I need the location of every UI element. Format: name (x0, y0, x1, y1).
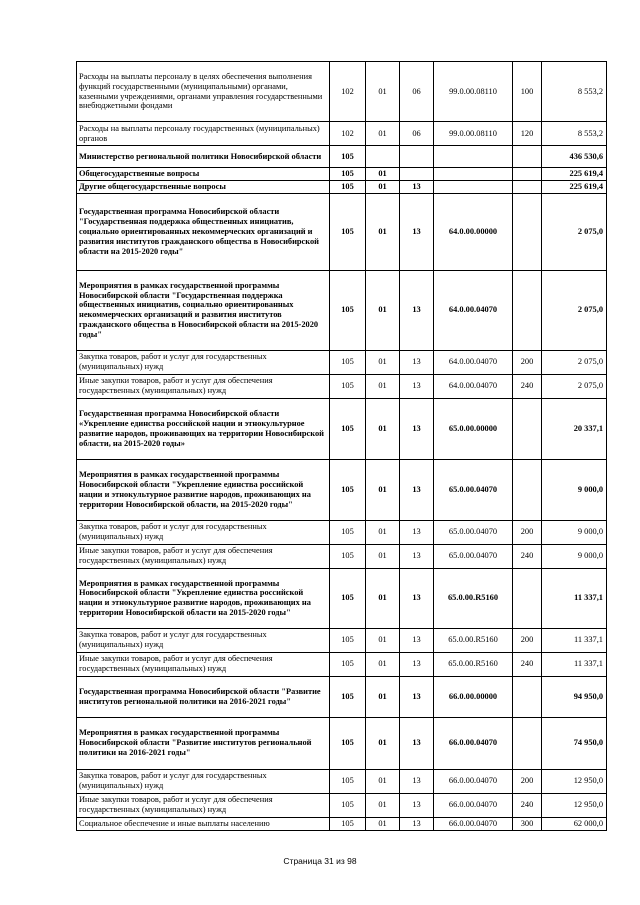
row-sum: 9 000,0 (542, 544, 607, 568)
row-target-article: 65.0.00.04070 (434, 459, 513, 520)
row-target-article: 66.0.00.04070 (434, 717, 513, 769)
row-expense-type: 200 (513, 628, 542, 652)
row-target-article: 64.0.00.00000 (434, 193, 513, 270)
row-sum: 9 000,0 (542, 459, 607, 520)
row-subsection-code: 13 (400, 793, 434, 817)
row-grbs-code: 105 (330, 676, 366, 717)
row-grbs-code: 105 (330, 146, 366, 168)
row-name: Иные закупки товаров, работ и услуг для обеспечения государственных (муниципальных) нужд (77, 652, 330, 676)
row-sum: 20 337,1 (542, 398, 607, 459)
row-section-code: 01 (366, 544, 400, 568)
row-name: Закупка товаров, работ и услуг для государственных (муниципальных) нужд (77, 628, 330, 652)
row-grbs-code: 105 (330, 769, 366, 793)
row-section-code: 01 (366, 676, 400, 717)
row-section-code: 01 (366, 817, 400, 830)
page-number: Страница 31 из 98 (283, 856, 357, 866)
row-subsection-code: 13 (400, 520, 434, 544)
row-subsection-code: 13 (400, 398, 434, 459)
row-subsection-code: 13 (400, 459, 434, 520)
row-grbs-code: 105 (330, 793, 366, 817)
row-sum: 2 075,0 (542, 374, 607, 398)
row-grbs-code: 105 (330, 717, 366, 769)
row-name: Государственная программа Новосибирской области "Развитие институтов региональной политики на 2016-2021 годы" (77, 676, 330, 717)
row-sum: 12 950,0 (542, 793, 607, 817)
row-name: Иные закупки товаров, работ и услуг для обеспечения государственных (муниципальных) нужд (77, 793, 330, 817)
row-expense-type: 100 (513, 62, 542, 122)
row-sum: 11 337,1 (542, 568, 607, 628)
row-section-code: 01 (366, 568, 400, 628)
table-row (77, 374, 607, 398)
row-expense-type (513, 398, 542, 459)
table-row (77, 717, 607, 769)
row-expense-type: 240 (513, 793, 542, 817)
row-subsection-code: 13 (400, 652, 434, 676)
row-section-code: 01 (366, 374, 400, 398)
row-target-article: 99.0.00.08110 (434, 62, 513, 122)
row-grbs-code: 105 (330, 270, 366, 350)
row-target-article (434, 168, 513, 181)
row-expense-type: 240 (513, 544, 542, 568)
table-row (77, 180, 607, 193)
row-expense-type (513, 459, 542, 520)
row-grbs-code: 105 (330, 180, 366, 193)
row-sum: 225 619,4 (542, 180, 607, 193)
row-subsection-code (400, 168, 434, 181)
row-sum: 9 000,0 (542, 520, 607, 544)
table-row (77, 398, 607, 459)
row-subsection-code: 13 (400, 180, 434, 193)
row-sum: 436 530,6 (542, 146, 607, 168)
row-grbs-code: 105 (330, 544, 366, 568)
row-section-code: 01 (366, 652, 400, 676)
table-row (77, 459, 607, 520)
row-target-article: 66.0.00.04070 (434, 817, 513, 830)
row-subsection-code: 13 (400, 374, 434, 398)
row-expense-type (513, 270, 542, 350)
row-expense-type: 200 (513, 769, 542, 793)
budget-table (76, 61, 607, 831)
row-target-article: 64.0.00.04070 (434, 374, 513, 398)
row-subsection-code: 13 (400, 769, 434, 793)
row-subsection-code: 13 (400, 717, 434, 769)
row-expense-type (513, 676, 542, 717)
row-section-code: 01 (366, 168, 400, 181)
table-row (77, 62, 607, 122)
row-section-code: 01 (366, 193, 400, 270)
row-section-code: 01 (366, 717, 400, 769)
row-target-article (434, 146, 513, 168)
row-subsection-code (400, 146, 434, 168)
row-expense-type (513, 168, 542, 181)
row-expense-type (513, 568, 542, 628)
row-name: Другие общегосударственные вопросы (77, 180, 330, 193)
row-target-article: 64.0.00.04070 (434, 350, 513, 374)
row-name: Министерство региональной политики Новосибирской области (77, 146, 330, 168)
row-section-code: 01 (366, 769, 400, 793)
row-subsection-code: 06 (400, 122, 434, 146)
row-grbs-code: 105 (330, 193, 366, 270)
table-row (77, 146, 607, 168)
row-grbs-code: 105 (330, 628, 366, 652)
row-name: Расходы на выплаты персоналу государственных (муниципальных) органов (77, 122, 330, 146)
row-expense-type: 120 (513, 122, 542, 146)
row-sum: 94 950,0 (542, 676, 607, 717)
row-name: Общегосударственные вопросы (77, 168, 330, 181)
table-row (77, 769, 607, 793)
row-target-article: 64.0.00.04070 (434, 270, 513, 350)
row-sum: 2 075,0 (542, 193, 607, 270)
row-expense-type: 240 (513, 652, 542, 676)
row-grbs-code: 102 (330, 122, 366, 146)
row-grbs-code: 105 (330, 520, 366, 544)
table-row (77, 193, 607, 270)
row-expense-type: 200 (513, 520, 542, 544)
row-name: Расходы на выплаты персоналу в целях обеспечения выполнения функций государственными (муниципальными) органами, казенными учреждениями, органами управления государственными внебюджетными фондами (77, 62, 330, 122)
table-row (77, 817, 607, 830)
row-section-code: 01 (366, 180, 400, 193)
row-expense-type: 240 (513, 374, 542, 398)
row-sum: 11 337,1 (542, 652, 607, 676)
row-sum: 2 075,0 (542, 270, 607, 350)
row-section-code: 01 (366, 520, 400, 544)
row-sum: 8 553,2 (542, 62, 607, 122)
row-sum: 11 337,1 (542, 628, 607, 652)
row-target-article (434, 180, 513, 193)
row-grbs-code: 105 (330, 817, 366, 830)
row-target-article: 65.0.00.04070 (434, 544, 513, 568)
row-target-article: 65.0.00.04070 (434, 520, 513, 544)
row-name: Мероприятия в рамках государственной программы Новосибирской области "Укрепление единства российской нации и этнокультурное развитие народов, проживающих на территории Новосибирской области на 2015-2020 годы" (77, 568, 330, 628)
row-subsection-code: 13 (400, 628, 434, 652)
row-name: Социальное обеспечение и иные выплаты населению (77, 817, 330, 830)
row-sum: 2 075,0 (542, 350, 607, 374)
row-target-article: 66.0.00.04070 (434, 769, 513, 793)
row-grbs-code: 102 (330, 62, 366, 122)
row-section-code (366, 146, 400, 168)
row-sum: 12 950,0 (542, 769, 607, 793)
row-subsection-code: 13 (400, 350, 434, 374)
row-name: Мероприятия в рамках государственной программы Новосибирской области "Укрепление единства российской нации и этнокультурное развитие народов, проживающих на территории Новосибирской области, на 2015-2020 годы" (77, 459, 330, 520)
row-target-article: 65.0.00.R5160 (434, 628, 513, 652)
row-grbs-code: 105 (330, 350, 366, 374)
row-grbs-code: 105 (330, 568, 366, 628)
table-row (77, 676, 607, 717)
row-name: Закупка товаров, работ и услуг для государственных (муниципальных) нужд (77, 520, 330, 544)
row-name: Мероприятия в рамках государственной программы Новосибирской области "Развитие институтов региональной политики на 2016-2021 годы" (77, 717, 330, 769)
table-row (77, 568, 607, 628)
row-subsection-code: 13 (400, 568, 434, 628)
row-section-code: 01 (366, 628, 400, 652)
row-grbs-code: 105 (330, 374, 366, 398)
row-grbs-code: 105 (330, 459, 366, 520)
row-expense-type (513, 146, 542, 168)
table-row (77, 628, 607, 652)
row-expense-type: 300 (513, 817, 542, 830)
row-expense-type (513, 193, 542, 270)
row-sum: 74 950,0 (542, 717, 607, 769)
row-sum: 62 000,0 (542, 817, 607, 830)
row-name: Государственная программа Новосибирской области "Государственная поддержка общественных инициатив, социально ориентированных некоммерческих организаций и развития институтов гражданского общества в Новосибирской области на 2015-2020 годы" (77, 193, 330, 270)
row-expense-type (513, 717, 542, 769)
row-section-code: 01 (366, 459, 400, 520)
row-target-article: 99.0.00.08110 (434, 122, 513, 146)
row-expense-type: 200 (513, 350, 542, 374)
row-section-code: 01 (366, 350, 400, 374)
row-subsection-code: 13 (400, 544, 434, 568)
row-target-article: 65.0.00.R5160 (434, 652, 513, 676)
row-name: Государственная программа Новосибирской области «Укрепление единства российской нации и этнокультурное развитие народов, проживающих на территории Новосибирской области, на 2015-2020 годы» (77, 398, 330, 459)
table-row (77, 168, 607, 181)
table-row (77, 793, 607, 817)
row-sum: 8 553,2 (542, 122, 607, 146)
row-section-code: 01 (366, 793, 400, 817)
table-row (77, 270, 607, 350)
row-target-article: 66.0.00.00000 (434, 676, 513, 717)
table-row (77, 652, 607, 676)
row-sum: 225 619,4 (542, 168, 607, 181)
row-subsection-code: 13 (400, 676, 434, 717)
row-grbs-code: 105 (330, 398, 366, 459)
row-section-code: 01 (366, 62, 400, 122)
row-grbs-code: 105 (330, 168, 366, 181)
row-target-article: 66.0.00.04070 (434, 793, 513, 817)
row-name: Иные закупки товаров, работ и услуг для обеспечения государственных (муниципальных) нужд (77, 374, 330, 398)
table-row (77, 122, 607, 146)
table-row (77, 544, 607, 568)
row-section-code: 01 (366, 270, 400, 350)
row-name: Иные закупки товаров, работ и услуг для обеспечения государственных (муниципальных) нужд (77, 544, 330, 568)
row-name: Закупка товаров, работ и услуг для государственных (муниципальных) нужд (77, 350, 330, 374)
row-section-code: 01 (366, 122, 400, 146)
row-expense-type (513, 180, 542, 193)
row-target-article: 65.0.00.00000 (434, 398, 513, 459)
table-row (77, 350, 607, 374)
row-name: Мероприятия в рамках государственной программы Новосибирской области "Государственная поддержка общественных инициатив, социально ориентированных некоммерческих организаций и развития институтов гражданского общества в Новосибирской области на 2015-2020 годы" (77, 270, 330, 350)
row-subsection-code: 13 (400, 193, 434, 270)
row-grbs-code: 105 (330, 652, 366, 676)
row-section-code: 01 (366, 398, 400, 459)
row-subsection-code: 13 (400, 817, 434, 830)
row-subsection-code: 06 (400, 62, 434, 122)
table-row (77, 520, 607, 544)
row-target-article: 65.0.00.R5160 (434, 568, 513, 628)
row-name: Закупка товаров, работ и услуг для государственных (муниципальных) нужд (77, 769, 330, 793)
row-subsection-code: 13 (400, 270, 434, 350)
